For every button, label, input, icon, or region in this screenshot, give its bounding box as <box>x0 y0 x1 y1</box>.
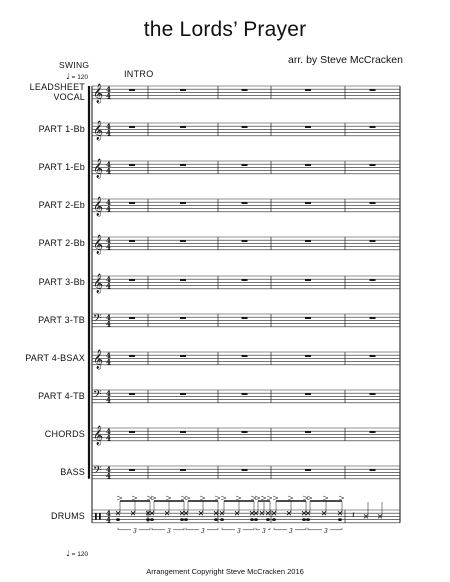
whole-rest <box>305 393 311 395</box>
time-signature-top: 4 <box>106 312 111 322</box>
whole-rest <box>180 469 186 471</box>
tuplet-bracket <box>139 528 150 530</box>
snare-note <box>146 518 150 521</box>
tuplet-bracket <box>268 528 270 530</box>
accent-mark <box>147 496 152 500</box>
whole-rest <box>242 317 248 319</box>
tuplet-bracket <box>256 528 260 530</box>
whole-rest <box>305 317 311 319</box>
style-marking: SWING <box>59 60 90 70</box>
whole-rest <box>242 279 248 281</box>
whole-rest <box>305 240 311 242</box>
time-signature-top: 4 <box>106 508 111 518</box>
accent-mark <box>267 496 272 500</box>
whole-rest <box>305 279 311 281</box>
snare-note <box>272 518 276 521</box>
time-signature-top: 4 <box>106 121 111 131</box>
time-signature-top: 4 <box>106 197 111 207</box>
time-signature-bottom: 4 <box>106 395 111 405</box>
whole-rest <box>370 317 376 319</box>
snare-note <box>254 518 258 521</box>
whole-rest <box>242 355 248 357</box>
whole-rest <box>242 240 248 242</box>
arranger-credit: arr. by Steve McCracken <box>288 54 403 66</box>
tuplet-bracket <box>207 528 218 530</box>
whole-rest <box>370 355 376 357</box>
accent-mark <box>117 496 122 500</box>
time-signature-bottom: 4 <box>106 433 111 443</box>
treble-clef-icon: 𝄞 <box>93 120 104 141</box>
whole-rest <box>129 431 135 433</box>
score-title: the Lords’ Prayer <box>143 18 307 41</box>
tuplet-bracket <box>152 528 165 530</box>
treble-clef-icon: 𝄞 <box>93 349 104 370</box>
accent-mark <box>200 496 205 500</box>
time-signature-bottom: 4 <box>106 128 111 138</box>
whole-rest <box>242 469 248 471</box>
instrument-label-line: CHORDS <box>44 429 85 440</box>
whole-rest <box>370 393 376 395</box>
whole-rest <box>129 202 135 204</box>
whole-rest <box>305 126 311 128</box>
treble-clef-icon: 𝄞 <box>93 425 104 446</box>
whole-rest <box>370 202 376 204</box>
whole-rest <box>242 393 248 395</box>
whole-rest <box>305 202 311 204</box>
instrument-label-line: PART 3-Bb <box>38 277 85 288</box>
snare-note <box>338 518 342 521</box>
snare-note <box>116 518 120 521</box>
accent-mark <box>251 496 256 500</box>
whole-rest <box>180 202 186 204</box>
whole-rest <box>242 126 248 128</box>
quarter-note-icon: ♩ <box>66 549 70 558</box>
time-signature-bottom: 4 <box>106 91 111 101</box>
whole-rest <box>242 89 248 91</box>
whole-rest <box>129 355 135 357</box>
whole-rest <box>129 317 135 319</box>
treble-clef-icon: 𝄞 <box>93 158 104 179</box>
instrument-label-line: PART 2-Eb <box>38 200 85 211</box>
whole-rest <box>370 469 376 471</box>
accent-mark <box>166 496 171 500</box>
instrument-label-line: PART 2-Bb <box>38 238 85 249</box>
time-signature-bottom: 4 <box>106 242 111 252</box>
whole-rest <box>180 393 186 395</box>
snare-note <box>306 518 310 521</box>
quarter-note-icon: ♩ <box>66 72 70 81</box>
whole-rest <box>305 164 311 166</box>
time-signature-top: 4 <box>106 235 111 245</box>
triplet-number: 3 <box>237 527 241 535</box>
time-signature-top: 4 <box>106 464 111 474</box>
whole-rest <box>129 126 135 128</box>
snare-note <box>302 518 306 521</box>
whole-rest <box>180 126 186 128</box>
time-signature-bottom: 4 <box>106 471 111 481</box>
whole-rest <box>370 126 376 128</box>
accent-mark <box>273 496 278 500</box>
time-signature-top: 4 <box>106 350 111 360</box>
accent-mark <box>132 496 137 500</box>
snare-note <box>266 518 270 521</box>
time-signature-top: 4 <box>106 84 111 94</box>
tuplet-bracket <box>295 528 306 530</box>
whole-rest <box>305 469 311 471</box>
whole-rest <box>129 164 135 166</box>
rehearsal-mark: INTRO <box>124 69 154 79</box>
whole-rest <box>370 431 376 433</box>
snare-note <box>214 518 218 521</box>
whole-rest <box>129 279 135 281</box>
whole-rest <box>129 240 135 242</box>
time-signature-top: 4 <box>106 388 111 398</box>
triplet-number: 3 <box>289 527 293 535</box>
tuplet-bracket <box>173 528 184 530</box>
time-signature-bottom: 4 <box>106 515 111 525</box>
accent-mark <box>323 496 328 500</box>
bass-clef-icon: 𝄢 <box>93 388 102 404</box>
copyright-notice: Arrangement Copyright Steve McCracken 2016 <box>146 567 304 576</box>
whole-rest <box>180 355 186 357</box>
percussion-clef-icon <box>99 513 101 519</box>
triplet-number: 3 <box>324 527 328 535</box>
tuplet-bracket <box>186 528 199 530</box>
accent-mark <box>215 496 220 500</box>
accent-mark <box>221 496 226 500</box>
tuplet-bracket <box>330 528 342 530</box>
snare-note <box>150 518 154 521</box>
instrument-label-line: PART 4-TB <box>38 391 85 402</box>
whole-rest <box>180 240 186 242</box>
whole-rest <box>370 164 376 166</box>
accent-mark <box>181 496 186 500</box>
whole-rest <box>180 431 186 433</box>
whole-rest <box>242 431 248 433</box>
treble-clef-icon: 𝄞 <box>93 196 104 217</box>
whole-rest <box>370 240 376 242</box>
time-signature-top: 4 <box>106 159 111 169</box>
tempo-value: = 120 <box>71 551 89 558</box>
triplet-number: 3 <box>167 527 171 535</box>
accent-mark <box>261 496 266 500</box>
instrument-label-line: PART 1-Eb <box>38 162 85 173</box>
whole-rest <box>180 317 186 319</box>
whole-rest <box>129 393 135 395</box>
triplet-number: 3 <box>201 527 205 535</box>
whole-rest <box>305 355 311 357</box>
triplet-number: 3 <box>262 527 266 535</box>
treble-clef-icon: 𝄞 <box>93 273 104 294</box>
tuplet-bracket <box>243 528 254 530</box>
tempo-value: = 120 <box>71 74 89 81</box>
time-signature-bottom: 4 <box>106 319 111 329</box>
time-signature-top: 4 <box>106 274 111 284</box>
time-signature-bottom: 4 <box>106 204 111 214</box>
accent-mark <box>339 496 344 500</box>
snare-note <box>180 518 184 521</box>
whole-rest <box>180 164 186 166</box>
instrument-label-line: PART 4-BSAX <box>25 353 85 364</box>
whole-rest <box>180 89 186 91</box>
time-signature-top: 4 <box>106 426 111 436</box>
treble-clef-icon: 𝄞 <box>93 234 104 255</box>
time-signature-bottom: 4 <box>106 281 111 291</box>
whole-rest <box>180 279 186 281</box>
snare-note <box>250 518 254 521</box>
accent-mark <box>288 496 293 500</box>
accent-mark <box>236 496 241 500</box>
whole-rest <box>129 469 135 471</box>
whole-rest <box>370 89 376 91</box>
quarter-rest: 𝄽 <box>352 511 355 521</box>
triplet-number: 3 <box>133 527 137 535</box>
tuplet-bracket <box>118 528 131 530</box>
bass-clef-icon: 𝄢 <box>93 312 102 328</box>
instrument-label-line: VOCAL <box>53 92 85 103</box>
tuplet-bracket <box>274 528 287 530</box>
whole-rest <box>370 279 376 281</box>
instrument-label-line: DRUMS <box>51 511 85 522</box>
whole-rest <box>242 164 248 166</box>
bass-clef-icon: 𝄢 <box>93 464 102 480</box>
whole-rest <box>242 202 248 204</box>
snare-note <box>220 518 224 521</box>
instrument-label-line: PART 1-Bb <box>38 124 85 135</box>
tuplet-bracket <box>222 528 235 530</box>
instrument-label-line: PART 3-TB <box>38 315 85 326</box>
whole-rest <box>305 431 311 433</box>
whole-rest <box>129 89 135 91</box>
time-signature-bottom: 4 <box>106 357 111 367</box>
whole-rest <box>305 89 311 91</box>
instrument-label-line: LEADSHEET <box>29 82 85 93</box>
snare-note <box>184 518 188 521</box>
time-signature-bottom: 4 <box>106 166 111 176</box>
tuplet-bracket <box>308 528 322 530</box>
treble-clef-icon: 𝄞 <box>93 83 104 104</box>
instrument-label-line: BASS <box>60 467 85 478</box>
accent-mark <box>303 496 308 500</box>
percussion-clef-icon <box>95 513 97 519</box>
